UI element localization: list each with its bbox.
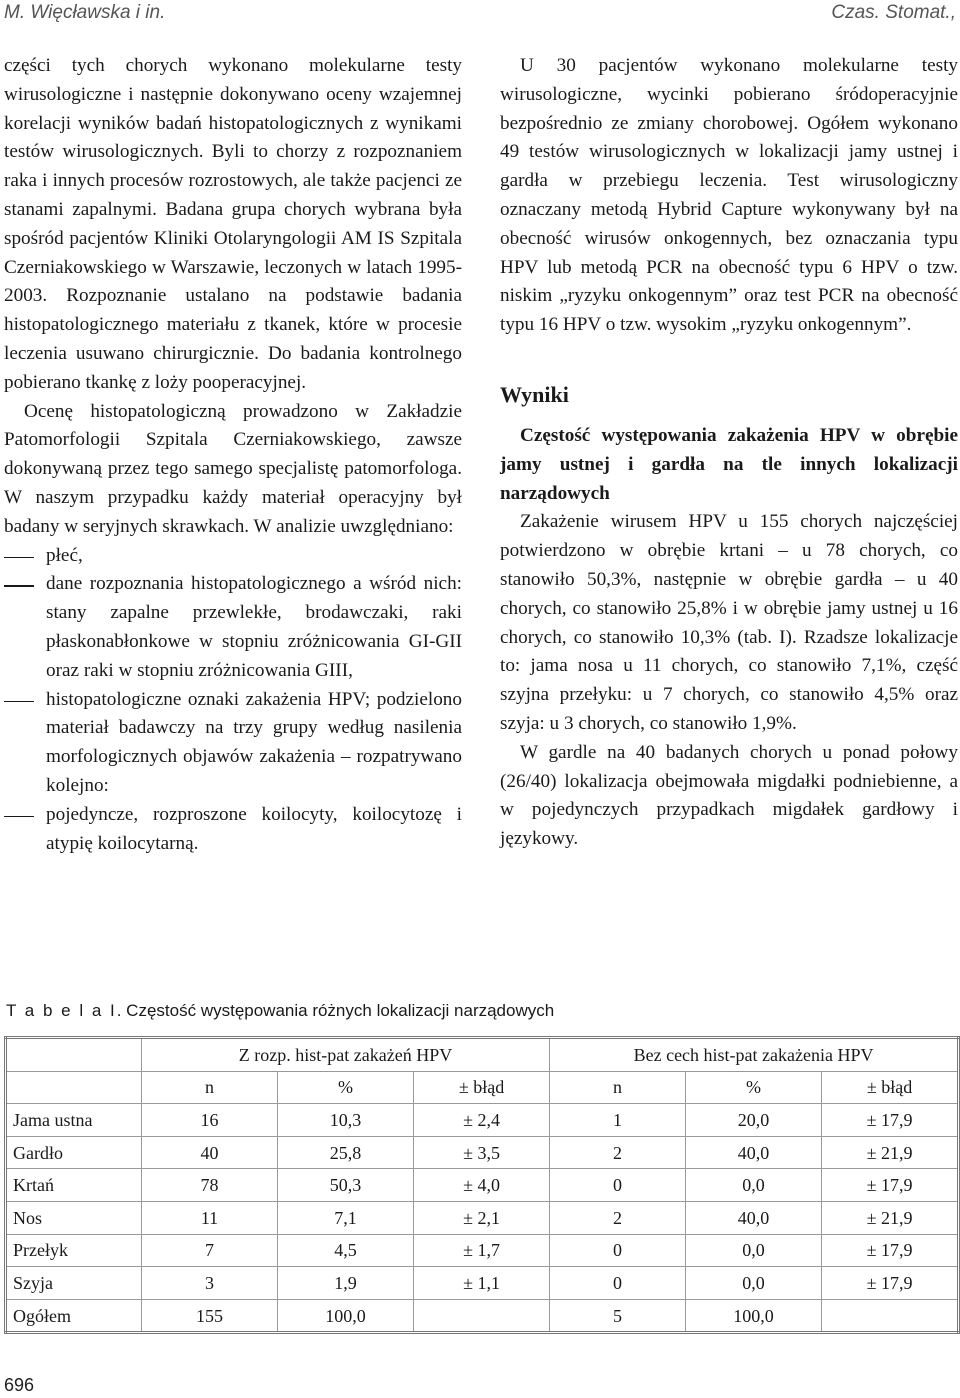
table-cell: ± 17,9 <box>822 1234 959 1267</box>
table-cell <box>414 1299 550 1333</box>
left-column <box>4 52 462 858</box>
row-label-cell: Krtań <box>6 1169 142 1202</box>
table-cell: 2 <box>550 1136 686 1169</box>
table-corner-cell <box>6 1071 142 1104</box>
list-item: dane rozpoznania histopatologicznego a wśród nich: stany zapalne przewlekłe, brodawczaki, raki płaskonabłonkowe w stopniu zróżnicowania GI-GII oraz raki w stopniu zróżnicowania GIII, <box>4 570 462 685</box>
running-header <box>4 0 956 30</box>
table-row <box>6 1136 959 1169</box>
table-cell: ± 21,9 <box>822 1201 959 1234</box>
table-cell: 0 <box>550 1169 686 1202</box>
list-item: histopatologiczne oznaki zakażenia HPV; podzielono materiał badawczy na trzy grupy według nasilenia morfologicznych objawów zakażenia – rozpatrywano kolejno: <box>4 686 462 801</box>
subsection-heading: Częstość występowania zakażenia HPV w obrębie jamy ustnej i gardła na tle innych lokalizacji narządowych <box>500 424 958 504</box>
page-number: 696 <box>4 1375 35 1395</box>
row-label-cell: Gardło <box>6 1136 142 1169</box>
table-cell: ± 3,5 <box>414 1136 550 1169</box>
table-row <box>6 1299 959 1333</box>
table-cell: ± 21,9 <box>822 1136 959 1169</box>
table-cell: 0 <box>550 1234 686 1267</box>
group-header-hpv: Z rozp. hist-pat zakażeń HPV <box>142 1038 550 1072</box>
row-label-cell: Przełyk <box>6 1234 142 1267</box>
list-item: pojedyncze, rozproszone koilocyty, koilocytozę i atypię koilocytarną. <box>4 801 462 859</box>
table-cell: 7,1 <box>278 1201 414 1234</box>
right-paragraph-3: W gardle na 40 badanych chorych u ponad połowy (26/40) lokalizacja obejmowała migdałki podniebienne, a w pojedynczych przypadkach migdałek gardłowy i językowy. <box>500 741 958 850</box>
data-table <box>4 1036 960 1334</box>
table-cell: ± 2,1 <box>414 1201 550 1234</box>
table-subheader-row <box>6 1071 959 1104</box>
table-cell: ± 17,9 <box>822 1169 959 1202</box>
table-cell: 11 <box>142 1201 278 1234</box>
table-group-header-row <box>6 1038 959 1072</box>
row-label-cell: Szyja <box>6 1267 142 1300</box>
table-cell: 40,0 <box>686 1201 822 1234</box>
table-cell: 7 <box>142 1234 278 1267</box>
left-paragraph-2: Ocenę histopatologiczną prowadzono w Zakładzie Patomorfologii Szpitala Czerniakowskiego, zawsze dokonywaną przez tego samego specjalistę patomorfologa. W naszym przypadku każdy materiał operacyjny był badany w seryjnych skrawkach. W analizie uwzględniano: <box>4 400 462 537</box>
subheader-cell: % <box>278 1071 414 1104</box>
right-paragraph-2: Zakażenie wirusem HPV u 155 chorych najczęściej potwierdzono w obrębie krtani – u 78 chorych, co stanowiło 50,3%, następnie w obrębie gardła – u 40 chorych, co stanowiło 25,8% i w obrębie jamy ustnej u 16 chorych, co stanowiło 10,3% (tab. I). Rzadsze lokalizacje to: jama nosa u 11 chorych, co stanowiło 7,1%, część szyjna przełyku: u 7 chorych, co stanowiło 4,5% oraz szyja: u 3 chorych, co stanowiło 1,9%. <box>500 511 958 734</box>
table-cell: 10,3 <box>278 1104 414 1137</box>
table-cell: 0,0 <box>686 1169 822 1202</box>
header-authors: M. Więcławska i in. <box>4 2 166 23</box>
row-label-cell: Jama ustna <box>6 1104 142 1137</box>
table-cell: ± 17,9 <box>822 1267 959 1300</box>
left-paragraph-1: części tych chorych wykonano molekularne testy wirusologiczne i następnie dokonywano oceny wzajemnej korelacji wyników badań histopatologicznych z wynikami testów wirusologicznych. Byli to chorzy z rozpoznaniem raka i innych procesów rozrostowych, ale także pacjenci ze stanami zapalnymi. Badana grupa chorych wybrana była spośród pacjentów Kliniki Otolaryngologii AM IS Szpitala Czerniakowskiego w Warszawie, leczonych w latach 1995-2003. Rozpoznanie ustalano na podstawie badania histopatologicznego materiału z tkanek, które w procesie leczenia usuwano chirurgicznie. Do badania kontrolnego pobierano tkankę z loży pooperacyjnej. <box>4 55 462 393</box>
group-header-no-hpv: Bez cech hist-pat zakażenia HPV <box>550 1038 959 1072</box>
table-cell: 1,9 <box>278 1267 414 1300</box>
table-row <box>6 1267 959 1300</box>
subheader-cell: ± błąd <box>414 1071 550 1104</box>
table-cell: 155 <box>142 1299 278 1333</box>
table-caption-text: . Częstość występowania różnych lokalizacji narządowych <box>116 1001 555 1020</box>
table-cell: 16 <box>142 1104 278 1137</box>
criteria-list <box>4 542 462 859</box>
subheader-cell: n <box>550 1071 686 1104</box>
table-cell: 0,0 <box>686 1234 822 1267</box>
row-label-cell: Ogółem <box>6 1299 142 1333</box>
table-cell: 100,0 <box>278 1299 414 1333</box>
table-cell: 25,8 <box>278 1136 414 1169</box>
right-column <box>500 52 958 854</box>
table-caption-label: T a b e l a I <box>6 1001 117 1020</box>
table-body <box>6 1104 959 1333</box>
table-row <box>6 1104 959 1137</box>
subheader-cell: ± błąd <box>822 1071 959 1104</box>
row-label-cell: Nos <box>6 1201 142 1234</box>
right-paragraph-1: U 30 pacjentów wykonano molekularne testy wirusologiczne, wycinki pobierano śródoperacyjnie bezpośrednio ze zmiany chorobowej. Ogółem wykonano 49 testów wirusologicznych w lokalizacji jamy ustnej i gardła w przebiegu leczenia. Test wirusologiczny oznaczany metodą Hybrid Capture wykonywany był na obecność wirusów onkogennych, bez oznaczania typu HPV lub metodą PCR na obecność typu 6 HPV o tzw. niskim „ryzyku onkogennym” oraz test PCR na obecność typu 16 HPV o tzw. wysokim „ryzyku onkogennym”. <box>500 55 958 336</box>
table-cell: ± 1,1 <box>414 1267 550 1300</box>
table-corner-cell <box>6 1038 142 1072</box>
table-cell: ± 17,9 <box>822 1104 959 1137</box>
table-cell: ± 2,4 <box>414 1104 550 1137</box>
table-cell: 1 <box>550 1104 686 1137</box>
table-cell: ± 1,7 <box>414 1234 550 1267</box>
subheader-cell: n <box>142 1071 278 1104</box>
table-cell: 0,0 <box>686 1267 822 1300</box>
subheader-cell: % <box>686 1071 822 1104</box>
table-cell: 100,0 <box>686 1299 822 1333</box>
table-cell: 20,0 <box>686 1104 822 1137</box>
table-cell: 40,0 <box>686 1136 822 1169</box>
section-title: Wyniki <box>500 381 569 407</box>
list-item: płeć, <box>4 542 462 571</box>
table-cell: 2 <box>550 1201 686 1234</box>
table-cell: 0 <box>550 1267 686 1300</box>
table-cell: 78 <box>142 1169 278 1202</box>
table-cell: 50,3 <box>278 1169 414 1202</box>
table-row <box>6 1201 959 1234</box>
table-cell: ± 4,0 <box>414 1169 550 1202</box>
table-cell: 3 <box>142 1267 278 1300</box>
table-cell: 5 <box>550 1299 686 1333</box>
table-row <box>6 1169 959 1202</box>
table-cell <box>822 1299 959 1333</box>
header-journal: Czas. Stomat., <box>831 2 956 23</box>
table-cell: 4,5 <box>278 1234 414 1267</box>
table-cell: 40 <box>142 1136 278 1169</box>
table-caption <box>6 1000 554 1022</box>
table-row <box>6 1234 959 1267</box>
